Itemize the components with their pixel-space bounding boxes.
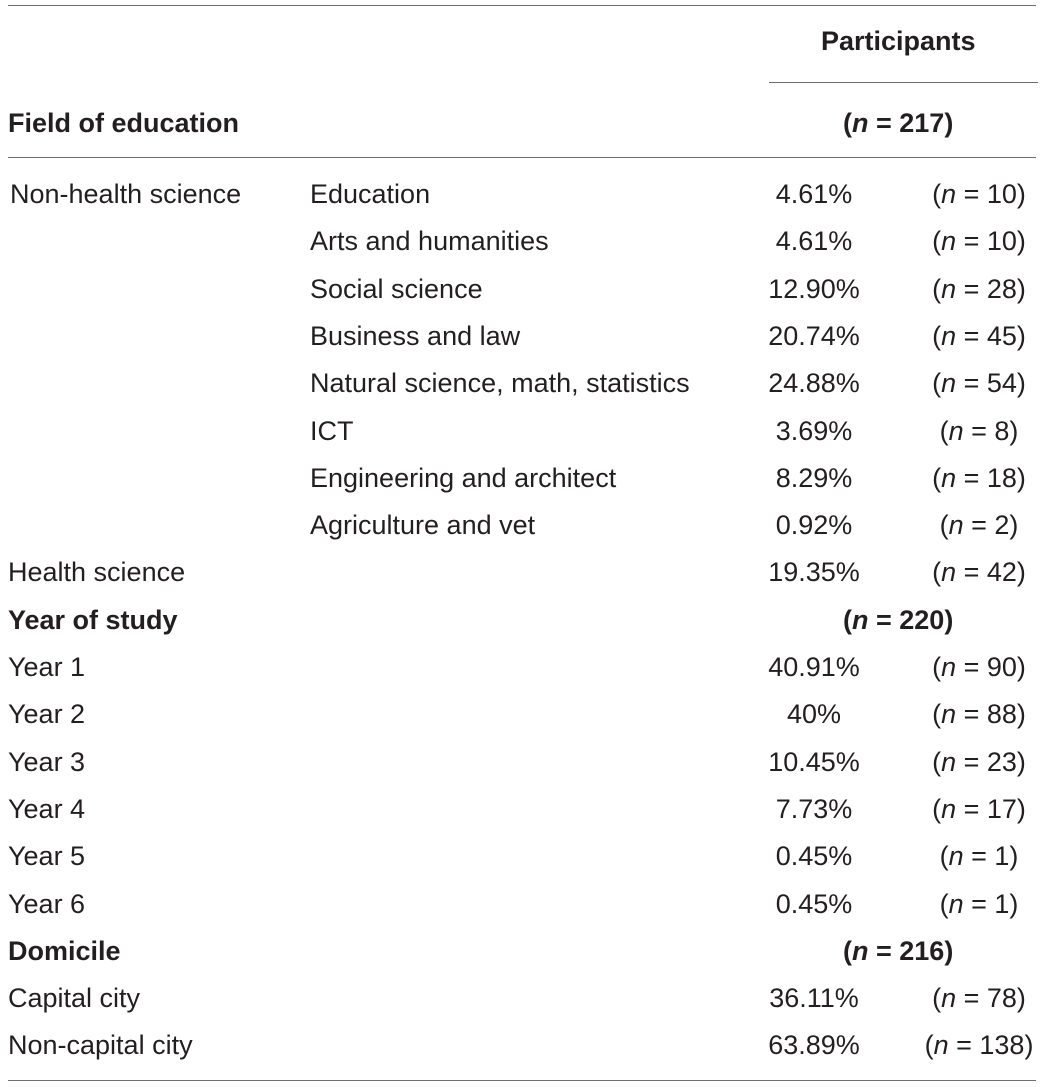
table-bottom-rule (8, 1080, 1036, 1081)
n-count: (n = 1) (939, 841, 1019, 871)
table-top-rule (8, 5, 1036, 6)
row-label: Non-capital city (8, 1030, 193, 1060)
n-count: (n = 28) (932, 274, 1026, 304)
n-count: (n = 42) (932, 557, 1026, 587)
row-label: Year 6 (8, 889, 86, 919)
n-count: (n = 54) (932, 368, 1026, 398)
n-value: 42 (986, 557, 1017, 587)
category-label: Education (310, 179, 431, 209)
section-n: (n = 216) (843, 936, 954, 966)
percent-value: 4.61% (775, 179, 853, 209)
header-rule (8, 157, 1036, 158)
percent-value: 20.74% (768, 321, 860, 351)
n-value: 10 (986, 226, 1017, 256)
percent-value: 4.61% (775, 226, 853, 256)
percent-value: 0.92% (775, 510, 853, 540)
percent-value: 24.88% (768, 368, 860, 398)
row-label: Health science (8, 557, 186, 587)
n-count: (n = 88) (932, 699, 1026, 729)
n-value: 2 (994, 510, 1010, 540)
percent-value: 63.89% (768, 1030, 860, 1060)
percent-value: 3.69% (775, 416, 853, 446)
percent-value: 19.35% (768, 557, 860, 587)
category-label: Social science (310, 274, 483, 304)
section-n: (n = 220) (843, 605, 954, 635)
percent-value: 7.73% (775, 794, 853, 824)
section-header: Domicile (8, 936, 121, 966)
n-value: 78 (986, 983, 1017, 1013)
n-count: (n = 8) (939, 416, 1019, 446)
n-count: (n = 10) (932, 226, 1026, 256)
category-label: Business and law (310, 321, 521, 351)
n-value: 8 (994, 416, 1010, 446)
category-label: ICT (310, 416, 354, 446)
n-value: 90 (986, 652, 1017, 682)
group-label: Non-health science (10, 179, 242, 209)
n-count: (n = 2) (939, 510, 1019, 540)
percent-value: 0.45% (775, 841, 853, 871)
n-value: 88 (986, 699, 1017, 729)
n-count: (n = 138) (924, 1030, 1034, 1060)
row-label: Year 4 (8, 794, 86, 824)
n-value: 28 (986, 274, 1017, 304)
participants-header: Participants (821, 26, 976, 56)
n-count: (n = 90) (932, 652, 1026, 682)
percent-value: 40% (786, 699, 842, 729)
n-value: 1 (994, 841, 1010, 871)
n-value: 23 (986, 747, 1017, 777)
row-label: Year 3 (8, 747, 86, 777)
percent-value: 40.91% (768, 652, 860, 682)
n-value: 1 (994, 889, 1010, 919)
n-value: 138 (979, 1030, 1025, 1060)
row-label: Capital city (8, 983, 141, 1013)
field-n-header: (n = 217) (843, 108, 954, 138)
percent-value: 36.11% (769, 983, 859, 1013)
percent-value: 12.90% (768, 274, 860, 304)
row-label: Year 5 (8, 841, 86, 871)
n-count: (n = 18) (932, 463, 1026, 493)
percent-value: 8.29% (775, 463, 853, 493)
field-of-education-header: Field of education (8, 108, 240, 138)
row-label: Year 2 (8, 699, 86, 729)
n-count: (n = 10) (932, 179, 1026, 209)
n-value: 18 (986, 463, 1017, 493)
n-value: 10 (986, 179, 1017, 209)
n-count: (n = 23) (932, 747, 1026, 777)
category-label: Engineering and architect (310, 463, 617, 493)
row-label: Year 1 (8, 652, 86, 682)
n-value: 54 (986, 368, 1017, 398)
section-header: Year of study (8, 605, 178, 635)
category-label: Arts and humanities (310, 226, 549, 256)
n-count: (n = 45) (932, 321, 1026, 351)
n-count: (n = 17) (932, 794, 1026, 824)
percent-value: 0.45% (775, 889, 853, 919)
category-label: Agriculture and vet (310, 510, 536, 540)
n-value: 17 (986, 794, 1017, 824)
category-label: Natural science, math, statistics (310, 368, 690, 398)
n-value: 45 (986, 321, 1017, 351)
percent-value: 10.45% (768, 747, 860, 777)
n-count: (n = 78) (932, 983, 1026, 1013)
participants-rule (769, 82, 1038, 83)
n-count: (n = 1) (939, 889, 1019, 919)
